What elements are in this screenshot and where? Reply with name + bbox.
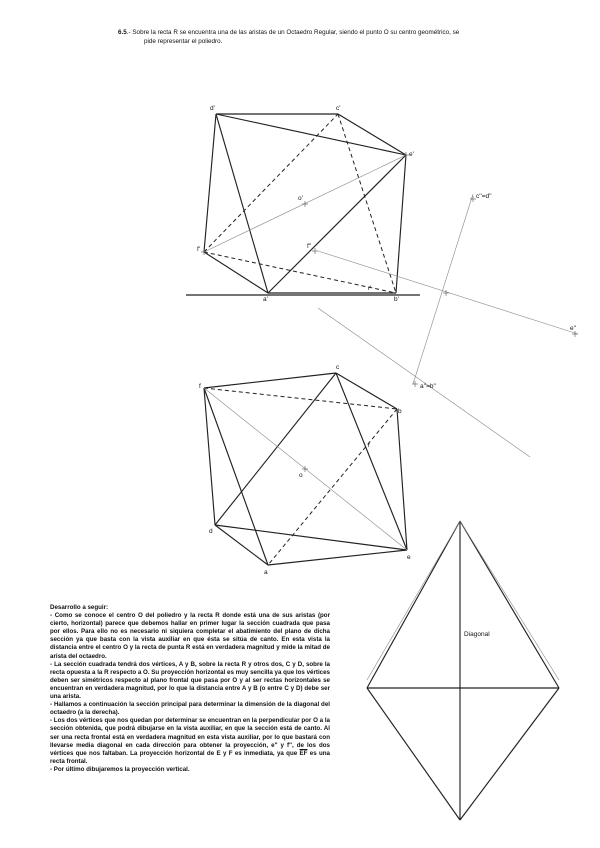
construction-right <box>460 521 559 680</box>
edge-dv-ev <box>216 114 406 155</box>
edge-f-d <box>204 388 215 525</box>
marker-ab-aux <box>412 381 418 387</box>
label-o-h: o <box>299 472 303 479</box>
problem-number: 6.5 <box>118 29 127 36</box>
label-f-h: f <box>199 383 201 390</box>
notes-paragraph-1: - Como se conoce el centro O del poliedro y la recta R donde está una de sus aristas (por cierto, horizontal) parece que debemos hallar en primer lugar la sección cuadrada que pasa por ellos. Para ello no es necesario ni siquiera completar el abatimiento del plano de dicha sección ya que basta con la vista auxiliar en que ésta se sitúa de canto. En esta vista la distancia entre el centro O y la recta de punta R está en verdadera magnitud y mide la mitad de arista del octaedro. <box>50 612 330 660</box>
point-labels <box>197 105 576 638</box>
label-d-v: d' <box>210 105 215 112</box>
label-c-h: c <box>336 364 340 371</box>
edge-a-e <box>268 550 407 565</box>
label-a-v: a' <box>263 296 268 303</box>
notes-paragraph-5: - Por último dibujaremos la proyección vertical. <box>50 765 190 773</box>
aux-axis <box>413 194 473 384</box>
marker-o-v <box>302 201 308 207</box>
notes-paragraph-4-text: - Los dos vértices que nos quedan por determinar se encuentran en la perpendicular por O a la sección obtenida, que podrá dibujarse en la vista auxiliar, en que la sección está de canto. Al ser una recta frontal está en verdadera magnitud en esta vista auxiliar, por lo que bastará con llevarse media diagonal en cada dirección para obtener la proyección, e'' y f'', de los dos vértices que nos faltaban. La proyección horizontal de E y F es inmediata, ya que <box>50 717 330 757</box>
rhombus-left-bottom <box>367 688 460 820</box>
label-r-v: r' <box>368 285 372 292</box>
construction-left <box>367 521 460 680</box>
hidden-f-b <box>204 388 397 409</box>
rhombus-right-bottom <box>460 688 559 820</box>
edge-f-a <box>204 388 268 565</box>
statement-line-2: pide representar el poliedro. <box>144 37 223 45</box>
notes-title: Desarrollo a seguir: <box>50 604 109 611</box>
hidden-b-a <box>268 409 397 565</box>
principal-section <box>367 521 559 820</box>
statement-text: .- Sobre la recta R se encuentra una de las aristas de un Octaedro Regular, siendo el punto O su centro geométrico, se <box>126 29 460 36</box>
label-d-h: d <box>209 528 213 535</box>
label-cd-aux: c''=d'' <box>476 193 492 200</box>
label-e-h: e <box>407 554 411 561</box>
label-b-v: b' <box>394 296 399 303</box>
label-b-h: b <box>398 408 402 415</box>
label-f-aux: f'' <box>307 243 312 250</box>
auxiliary-view <box>318 194 578 457</box>
segment-ef: $\overline{EF}$ <box>299 749 308 757</box>
hidden-cv-bv <box>338 114 396 293</box>
label-r-h: r <box>368 442 371 449</box>
edge-cv-ev <box>338 114 406 155</box>
edge-dv-av <box>216 114 268 293</box>
label-e-aux: e'' <box>570 325 577 332</box>
label-c-v: c' <box>336 105 341 112</box>
label-a-h: a <box>264 569 268 576</box>
notes-paragraph-4-end: es una recta frontal. <box>50 749 330 765</box>
label-f-v: f' <box>197 246 201 253</box>
edge-dv-fv <box>204 114 216 252</box>
label-diagonal: Diagonal <box>464 631 490 638</box>
label-ab-aux: a''=b'' <box>420 383 436 390</box>
rhombus-right-top <box>460 521 559 688</box>
edge-ev-bv <box>396 155 406 293</box>
notes-paragraph-3: - Hallamos a continuación la sección principal para determinar la dimensión de la diagonal del octaedro (a la derecha). <box>50 701 330 717</box>
hidden-fv-cv <box>204 114 338 252</box>
edge-f-c <box>204 373 336 388</box>
point-markers <box>201 152 578 472</box>
label-o-v: o' <box>298 195 303 202</box>
notes-paragraph-2: - La sección cuadrada tendrá dos vértices, A y B, sobre la recta R y otros dos, C y D, sobre la recta opuesta a la R respecto a O. Su proyección horizontal es muy sencilla ya que los vértices deben ser simétricos respecto al plano frontal que pasa por O y al ser rectas horizontales se encuentran en verdadera magnitud, por lo que la distancia entre A y B (o entre C y D) debe ser una arista. <box>50 660 330 701</box>
edge-c-e <box>336 373 407 550</box>
notes-paragraph-4 <box>50 717 330 766</box>
development-notes <box>50 604 330 774</box>
label-e-v: e' <box>409 151 414 158</box>
